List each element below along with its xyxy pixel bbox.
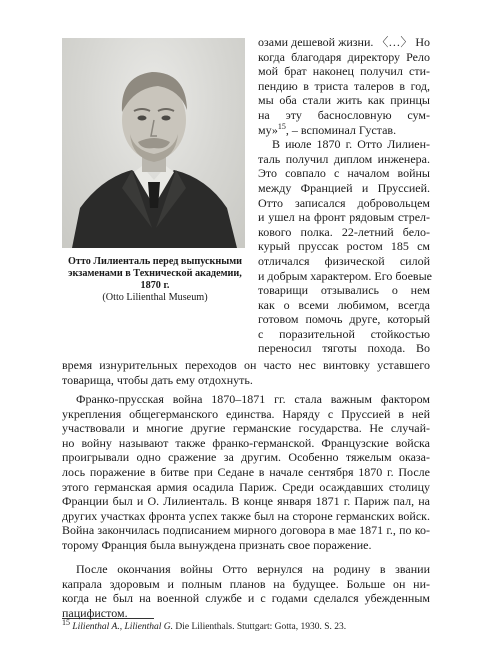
text-line: готовом помочь друге, который: [258, 312, 430, 327]
portrait-illustration: [62, 38, 245, 248]
text-line: товарищи отзывались о нем: [258, 283, 430, 298]
text-line: с поразительной стойкостью: [258, 326, 430, 341]
text-line: но войну называют также франко-германской. Французские войска: [62, 435, 430, 450]
text-line: Франции был и О. Лилиенталь. В конце января 1871 г. Париж пал, на: [62, 494, 430, 509]
footnote-divider: [62, 618, 154, 619]
footnote-number: 15: [62, 617, 70, 627]
footnote-ref[interactable]: 15: [277, 121, 286, 131]
text-line: время изнурительных переходов он часто нес винтовку уставшего: [62, 358, 430, 372]
text-line: переносил тяготы похода. Во: [258, 341, 430, 356]
text-line: Отто записался добровольцем: [258, 195, 430, 210]
portrait-photo: [62, 38, 245, 248]
text-line: озами дешевой жизни. 〈…〉 Но: [258, 35, 431, 49]
text-line: торому Франция была вынуждена признать свое поражение.: [62, 537, 372, 552]
text-line: товарища, чтобы дать ему отдохнуть.: [62, 372, 253, 387]
text-line: других участках фронта успех также был на стороне германских войск.: [62, 508, 430, 523]
quote-end-line: [258, 123, 430, 138]
text-line: В июле 1870 г. Отто Лилиен-: [272, 137, 430, 152]
text-line: пацифистом.: [62, 605, 128, 620]
text-line: капрала здоровым и полным планов на будущее. Больше он ни-: [62, 576, 430, 591]
caption-title: Отто Лилиенталь перед выпускными экзаменами в Технической академии, 1870 г.: [67, 256, 243, 291]
text-line: укрепления общегерманского единства. Наряду с Пруссией в ней: [62, 406, 430, 421]
right-column-text: [258, 35, 430, 356]
footnote-text: Die Lilienthals. Stuttgart: Gotta, 1930. S. 23.: [175, 622, 347, 632]
text-line: мой брат наконец получил сти-: [258, 64, 430, 79]
text-line: курый пруссак ростом 185 см: [258, 239, 430, 254]
paragraph-2: [62, 392, 430, 553]
text-line: когда не был на военной службе и с годами сделался убежденным: [62, 591, 430, 606]
text-line: на эту баснословную сум-: [258, 107, 430, 122]
paragraph-3: [62, 562, 430, 620]
footnote-authors: Lilienthal A., Lilienthal G.: [72, 622, 174, 632]
quote-attribution: , – вспоминал Густав.: [285, 122, 397, 137]
text-line: проигрывали одно сражение за другим. Особенно тяжелым оказа-: [62, 450, 430, 465]
text-line: и добрым характером. Его боевые: [258, 268, 432, 283]
text-line: После окончания войны Отто вернулся на родину в звании: [76, 562, 430, 576]
text-line: отличался физической силой: [258, 253, 430, 268]
text-line: когда благодаря директору Рело: [258, 49, 430, 64]
text-line: между Францией и Пруссией.: [258, 180, 430, 195]
paragraph-1-tail: [62, 358, 430, 387]
text-line: как о всеми любимом, всегда: [258, 297, 430, 312]
quote-end-text: му»: [258, 122, 278, 137]
text-line: лось поражение в битве при Седане в начале сентября 1870 г. После: [62, 464, 430, 479]
figure-caption: [62, 256, 248, 304]
text-line: мы оба стали жить как принцы: [258, 93, 430, 108]
text-line: Это совпало с началом войны: [258, 166, 430, 181]
text-line: Война закончилась подписанием мирного договора в мае 1871 г., по ко-: [62, 523, 430, 538]
caption-source: (Otto Lilienthal Museum): [102, 292, 208, 303]
footnote: [62, 617, 347, 632]
figure: [62, 38, 248, 304]
text-line: кового полка. 22-летний бело-: [258, 224, 430, 239]
text-line: таль получил диплом инженера.: [258, 151, 430, 166]
text-line: пендию в триста талеров в год,: [258, 78, 430, 93]
text-line: участвовали и многие другие германские государства. Не случай-: [62, 421, 430, 436]
text-line: и ушел на фронт рядовым стрел-: [258, 210, 430, 225]
text-line: Франко-прусская война 1870–1871 гг. стала важным фактором: [76, 392, 430, 406]
text-line: этого германская армия осадила Париж. Среди осаждавших столицу: [62, 479, 430, 494]
